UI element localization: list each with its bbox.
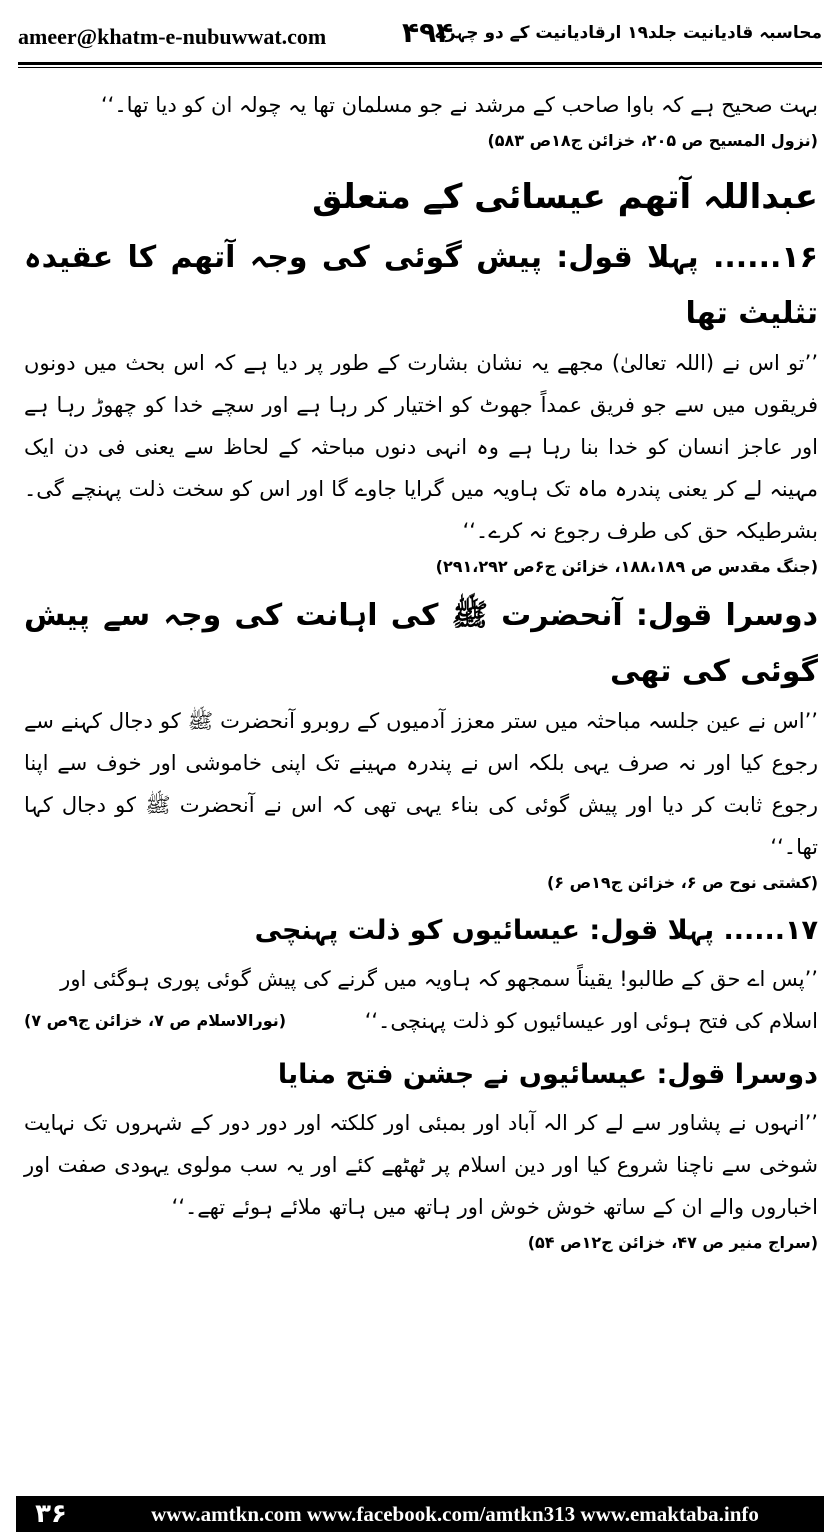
heading-17-second-statement: دوسرا قول: عیسائیوں نے جشن فتح منایا	[277, 1059, 818, 1090]
header-rule-thick	[18, 62, 822, 65]
quote-17-end: اسلام کی فتح ہوئی اور عیسائیوں کو ذلت پہنچی۔‘‘	[364, 1009, 818, 1033]
heading-16-first-statement: ۱۶...... پہلا قول: پیش گوئی کی وجہ آتھم کا عقیدہ تثلیث تھا	[24, 240, 818, 331]
paragraph-intro: بہت صحیح ہے کہ باوا صاحب کے مرشد نے جو مسلمان تھا یہ چولہ ان کو دیا تھا۔‘‘	[100, 93, 818, 117]
quote-16-first: ’’تو اس نے (اللہ تعالیٰ) مجھے یہ نشان بشارت کے طور پر دیا ہے کہ اس بحث میں دونوں فریقوں میں سے جو فریق عمداً جھوٹ کو اختیار کر رہا ہے اور سچے خدا کو چھوڑ رہا ہے اور عاجز انسان کو خدا بنا رہا ہے وہ انہی دنوں مباحثہ کے لحاظ سے یعنی فی دن ایک مہینہ لے کر یعنی پندرہ ماہ تک ہاویہ میں گرایا جاوے گا اور اس کو سخت ذلت پہنچے گی۔ بشرطیکہ حق کی طرف رجوع نہ کرے۔‘‘	[24, 351, 818, 543]
header-page-number: ۴۹۴	[402, 16, 454, 49]
page-footer	[16, 1496, 824, 1532]
reference-kashti-nooh: (کشتی نوح ص ۶، خزائن ج۱۹ص ۶)	[546, 873, 818, 892]
page-header	[18, 14, 822, 60]
footer-page-number: ۳۶	[35, 1499, 67, 1529]
header-rule-thin	[18, 67, 822, 68]
quote-17-first: ’’پس اے حق کے طالبو! یقیناً سمجھو کہ ہاویہ میں گرنے کی پیش گوئی پوری ہوگئی اور	[60, 967, 818, 991]
quote-17-second: ’’انہوں نے پشاور سے لے کر الہ آباد اور بمبئی اور کلکتہ اور دور دور کے شہروں تک نہایت شوخی سے ناچنا شروع کیا اور دین اسلام پر ٹھٹھے کئے اور یہ سب مولوی یہودی صفت اور اخباروں والے ان کے ساتھ خوش خوش اور ہاتھ میں ہاتھ ملائے ہوئے تھے۔‘‘	[24, 1111, 818, 1219]
reference-nuzool: (نزول المسیح ص ۲۰۵، خزائن ج۱۸ص ۵۸۳)	[487, 131, 818, 150]
heading-17-first-statement: ۱۷...... پہلا قول: عیسائیوں کو ذلت پہنچی	[254, 915, 818, 946]
reference-noor-ul-islam: (نورالاسلام ص ۷، خزائن ج۹ص ۷)	[24, 1011, 287, 1030]
heading-16-second-statement: دوسرا قول: آنحضرت ﷺ کی اہانت کی وجہ سے پیش گوئی کی تھی	[24, 598, 818, 689]
header-email: ameer@khatm-e-nubuwwat.com	[18, 24, 327, 49]
page-body	[24, 84, 818, 1264]
footer-website-links: www.amtkn.com www.facebook.com/amtkn313 www.emaktaba.info	[151, 1501, 759, 1526]
quote-16-second: ’’اس نے عین جلسہ مباحثہ میں ستر معزز آدمیوں کے روبرو آنحضرت ﷺ کو دجال کہنے سے رجوع کیا اور نہ صرف یہی بلکہ اس نے پندرہ مہینے تک اپنی خاموشی اور خوف سے اپنا رجوع ثابت کر دیا اور پیش گوئی کی بناء یہی تھی کہ اس نے آنحضرت ﷺ کو دجال کہا تھا۔‘‘	[24, 709, 818, 859]
section-heading-atham: عبداللہ آتھم عیسائی کے متعلق	[312, 177, 818, 217]
reference-jang-muqaddas: (جنگ مقدس ص ۱۸۸،۱۸۹، خزائن ج۶ص ۲۹۱،۲۹۲)	[435, 557, 818, 576]
header-book-title: محاسبہ قادیانیت جلد۱۹ ارقادیانیت کے دو چہرے	[435, 23, 822, 43]
quote-17-last-line	[24, 1000, 818, 1042]
reference-siraj-munir: (سراج منیر ص ۴۷، خزائن ج۱۲ص ۵۴)	[527, 1233, 818, 1252]
